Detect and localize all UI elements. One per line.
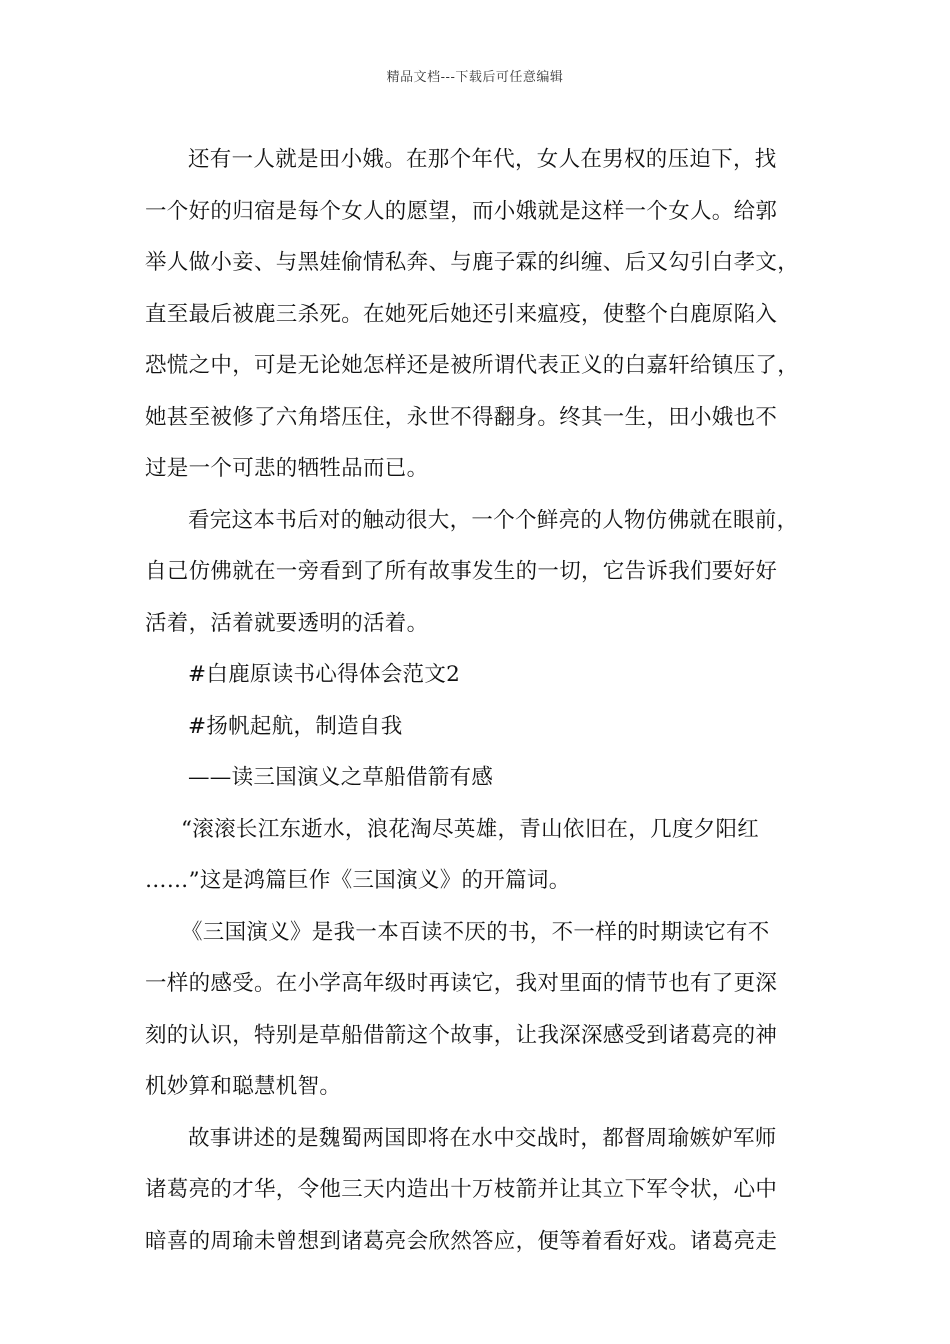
text-line: 诸葛亮的才华，令他三天内造出十万枝箭并让其立下军令状，心中 [145, 1177, 778, 1202]
text-line: 刻的认识，特别是草船借箭这个故事，让我深深感受到诸葛亮的神 [145, 1022, 778, 1048]
text-line: 还有一人就是田小娥。在那个年代，女人在男权的压迫下，找 [188, 147, 777, 172]
text-line: 活着，活着就要透明的活着。 [145, 610, 429, 636]
text-line: “滚滚长江东逝水，浪花淘尽英雄，青山依旧在，几度夕阳红 [181, 816, 760, 842]
text-line: 机妙算和聪慧机智。 [145, 1074, 342, 1099]
essay-title: #扬帆起航，制造自我 [188, 713, 403, 739]
section-heading: #白鹿原读书心得体会范文2 [188, 662, 461, 687]
text-line: 举人做小妾、与黑娃偷情私奔、与鹿子霖的纠缠、后又勾引白孝文， [145, 250, 800, 275]
essay-subtitle: ——读三国演义之草船借箭有感 [188, 765, 494, 790]
text-line: ……”这是鸿篇巨作《三国演义》的开篇词。 [145, 868, 571, 893]
text-line: 故事讲述的是魏蜀两国即将在水中交战时，都督周瑜嫉妒军师 [188, 1125, 777, 1151]
text-line: 自己仿佛就在一旁看到了所有故事发生的一切，它告诉我们要好好 [145, 559, 778, 584]
text-line: 直至最后被鹿三杀死。在她死后她还引来瘟疫，使整个白鹿原陷入 [145, 301, 778, 327]
text-line: 暗喜的周瑜未曾想到诸葛亮会欣然答应，便等着看好戏。诸葛亮走 [145, 1228, 778, 1254]
text-line: 《三国演义》是我一本百读不厌的书，不一样的时期读它有不 [181, 919, 770, 945]
text-line: 恐慌之中，可是无论她怎样还是被所谓代表正义的白嘉轩给镇压了， [145, 353, 800, 378]
document-body [145, 134, 825, 1267]
text-line: 一样的感受。在小学高年级时再读它，我对里面的情节也有了更深 [145, 971, 778, 996]
text-line: 一个好的归宿是每个女人的愿望，而小娥就是这样一个女人。给郭 [145, 198, 778, 224]
page-header: 精品文档---下载后可任意编辑 [386, 70, 564, 85]
text-line: 看完这本书后对的触动很大，一个个鲜亮的人物仿佛就在眼前， [188, 507, 799, 533]
text-line: 她甚至被修了六角塔压住，永世不得翻身。终其一生，田小娥也不 [145, 404, 778, 430]
text-line: 过是一个可悲的牺牲品而已。 [145, 456, 429, 481]
